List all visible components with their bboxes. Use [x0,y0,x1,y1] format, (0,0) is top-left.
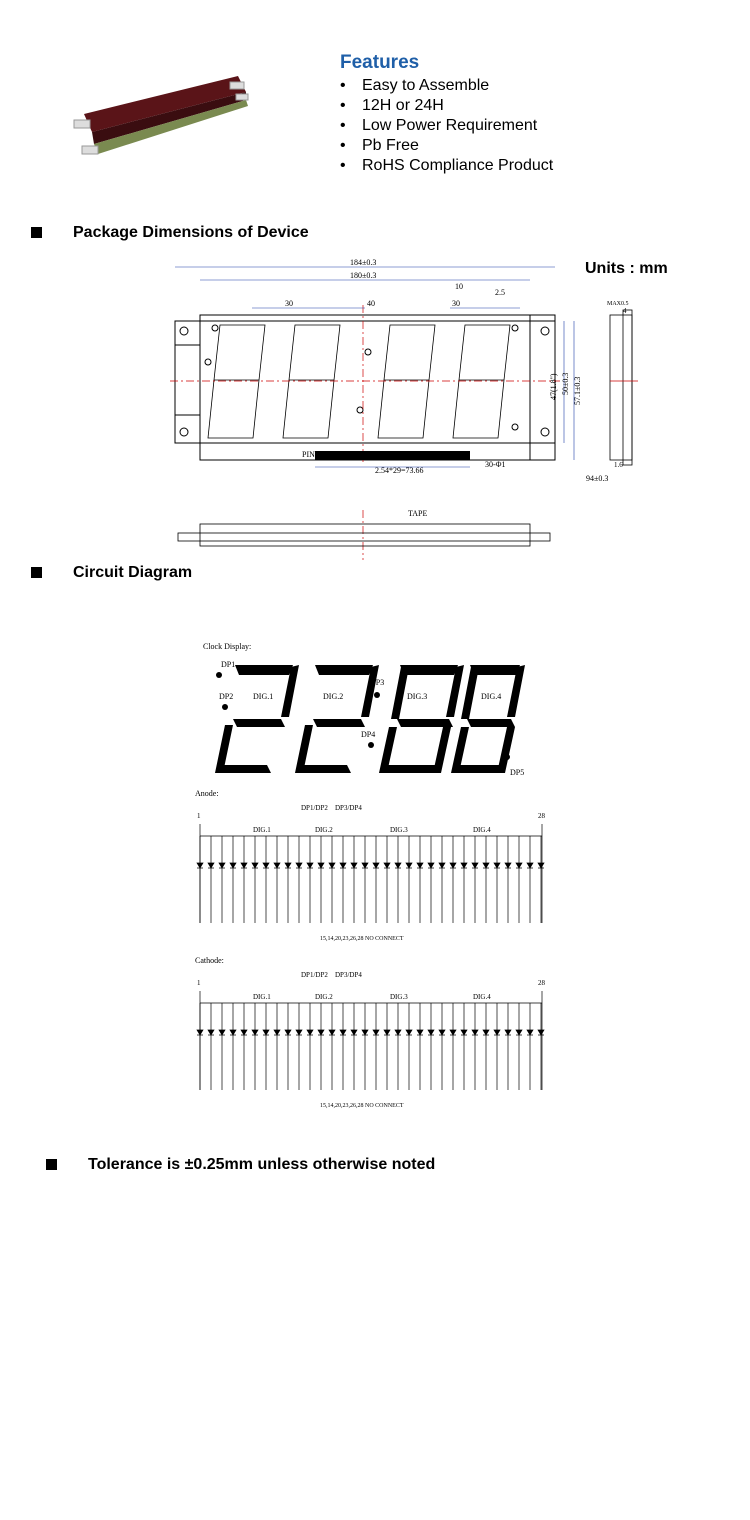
dim-pitch-c: 30 [452,299,460,308]
cathode-label: Cathode: [195,956,224,965]
schematic-line [285,1030,291,1035]
dim-total-h: 57.1±0.3 [573,376,582,405]
cathode-dig4: DIG.4 [473,993,491,1001]
feature-item: • RoHS Compliance Product [340,156,553,176]
anode-dig4: DIG.4 [473,826,491,834]
schematic-line [263,1030,269,1035]
schematic-line [318,863,324,868]
schematic-line [208,1030,214,1035]
dp1-label: DP1 [221,660,236,669]
schematic-line [516,863,522,868]
dp3-label: DP3 [370,678,385,687]
schematic-line [450,1030,456,1035]
cathode-bus-label: DP1/DP2 [301,971,328,979]
schematic-line [494,1030,500,1035]
schematic-line [472,1030,478,1035]
schematic-line [241,1030,247,1035]
bullet-square-icon [31,227,42,238]
schematic-line [230,1030,236,1035]
dim-digit-h: 47(1.8") [549,373,558,400]
features-title: Features [340,52,420,73]
cathode-dig1: DIG.1 [253,993,271,1001]
schematic-line [329,863,335,868]
schematic-line [373,1030,379,1035]
anode-schematic [185,788,555,943]
schematic-line [318,1030,324,1035]
dim-pin-pitch: 2.54*29=73.66 [375,466,424,475]
schematic-line [263,863,269,868]
dim-seg-w: 10 [455,282,463,291]
digit4-label: DIG.4 [481,692,502,701]
anode-pin-end: 28 [538,812,545,820]
anode-bus-label: DP3/DP4 [335,804,362,812]
clock-display-label: Clock Display: [203,642,252,651]
schematic-line [516,1030,522,1035]
schematic-line [362,863,368,868]
anode-dig3: DIG.3 [390,826,408,834]
schematic-line [483,863,489,868]
schematic-line [197,1030,203,1035]
schematic-line [351,863,357,868]
anode-bus-label: DP1/DP2 [301,804,328,812]
schematic-line [219,863,225,868]
schematic-line [439,1030,445,1035]
dim-side-t: 1.6 [614,461,623,469]
schematic-line [307,863,313,868]
schematic-line [406,1030,412,1035]
dim-pitch-b: 40 [367,299,375,308]
schematic-line [252,863,258,868]
schematic-line [384,1030,390,1035]
digit3-label: DIG.3 [407,692,428,701]
schematic-line [384,863,390,868]
schematic-line [208,863,214,868]
clock-display-diagram [195,635,540,785]
cathode-note: 15,14,20,23,26,28 NO CONNECT [320,1103,404,1109]
schematic-line [527,863,533,868]
dim-inner: 180±0.3 [350,271,377,280]
cathode-schematic [185,955,555,1110]
schematic-line [274,863,280,868]
schematic-line [472,863,478,868]
schematic-line [329,1030,335,1035]
anode-pin-start: 1 [197,812,201,820]
dim-body-h: 50±0.3 [561,372,570,395]
digit2-label: DIG.2 [323,692,344,701]
dim-overall: 184±0.3 [350,258,377,267]
schematic-line [428,1030,434,1035]
schematic-line [395,1030,401,1035]
dim-pins: 30-Φ1 [485,460,506,469]
schematic-line [505,1030,511,1035]
bullet-square-icon [46,1159,57,1170]
schematic-line [307,1030,313,1035]
schematic-line [340,1030,346,1035]
package-dimension-drawing [160,255,680,565]
anode-dig1: DIG.1 [253,826,271,834]
feature-item: • Easy to Assemble [340,76,553,96]
schematic-line [197,863,203,868]
anode-dig2: DIG.2 [315,826,333,834]
dim-side-len: 94±0.3 [586,474,609,483]
anode-note: 15,14,20,23,26,28 NO CONNECT [320,936,404,942]
schematic-line [417,1030,423,1035]
schematic-line [219,1030,225,1035]
schematic-line [274,1030,280,1035]
schematic-line [483,1030,489,1035]
cathode-pin-start: 1 [197,979,201,987]
pin1-label: PIN1 [302,450,319,459]
schematic-line [439,863,445,868]
anode-label: Anode: [195,789,219,798]
feature-item: • 12H or 24H [340,96,553,116]
schematic-line [417,863,423,868]
bullet-square-icon [31,567,42,578]
tape-label: TAPE [408,509,428,518]
cathode-pin-end: 28 [538,979,545,987]
schematic-line [538,1030,544,1035]
units-label: Units : mm [585,260,668,277]
schematic-line [505,863,511,868]
schematic-line [461,1030,467,1035]
dim-side-w: 4 [623,307,627,315]
schematic-line [296,1030,302,1035]
dim-seg-tilt: 2.5 [495,288,505,297]
feature-item: • Low Power Requirement [340,116,553,136]
dp4-label: DP4 [361,730,376,739]
cathode-bus-label: DP3/DP4 [335,971,362,979]
digit1-label: DIG.1 [253,692,274,701]
features-list [340,76,553,176]
schematic-line [428,863,434,868]
schematic-line [406,863,412,868]
feature-item: • Pb Free [340,136,553,156]
schematic-line [252,1030,258,1035]
schematic-line [461,863,467,868]
schematic-line [241,863,247,868]
schematic-line [527,1030,533,1035]
tolerance-note: Tolerance is ±0.25mm unless otherwise noted [88,1156,436,1173]
cathode-dig2: DIG.2 [315,993,333,1001]
schematic-line [351,1030,357,1035]
schematic-line [362,1030,368,1035]
dim-max: MAX0.5 [607,301,629,307]
schematic-line [230,863,236,868]
schematic-line [538,863,544,868]
section-package-title: Package Dimensions of Device [73,224,309,241]
schematic-line [373,863,379,868]
schematic-line [340,863,346,868]
section-circuit-title: Circuit Diagram [73,564,193,581]
schematic-line [285,863,291,868]
schematic-line [450,863,456,868]
cathode-dig3: DIG.3 [390,993,408,1001]
schematic-line [296,863,302,868]
product-photo [70,70,250,170]
dim-pitch-a: 30 [285,299,293,308]
dp2-label: DP2 [219,692,234,701]
schematic-line [395,863,401,868]
dp5-label: DP5 [510,768,525,777]
schematic-line [494,863,500,868]
